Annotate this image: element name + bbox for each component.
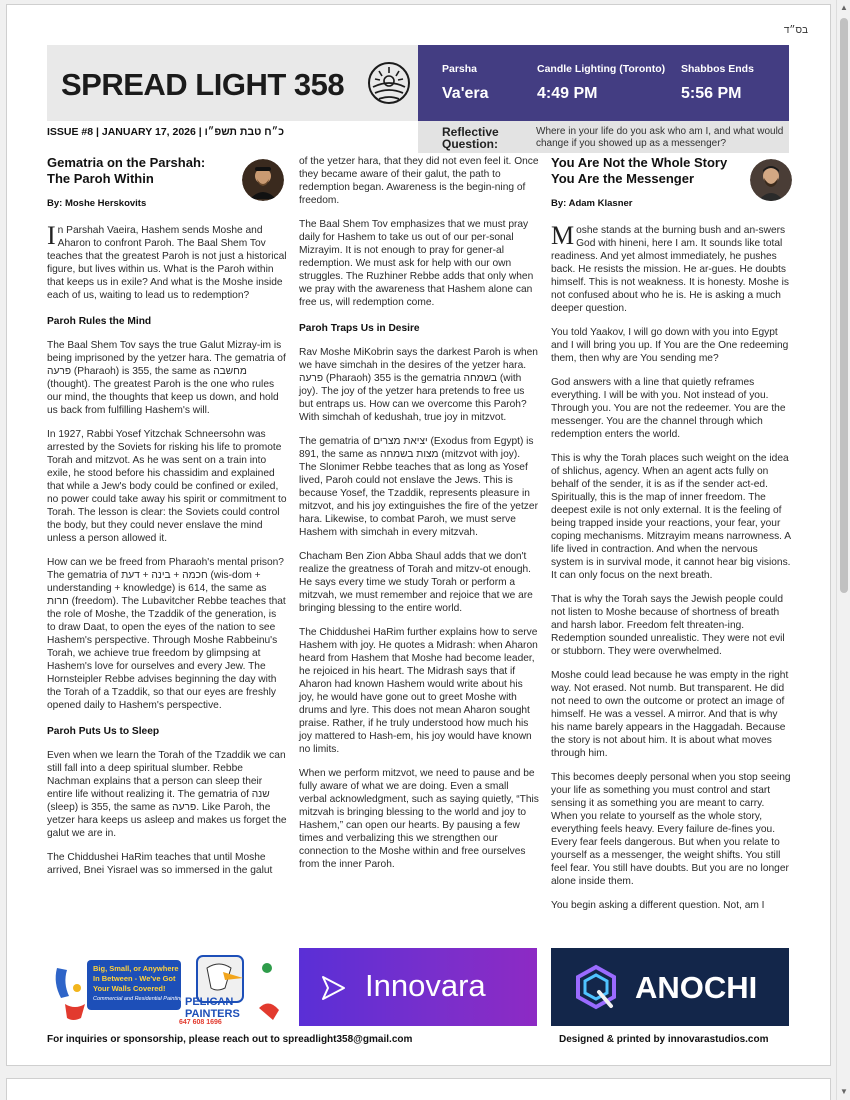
- candle-lighting-label: Candle Lighting (Toronto): [537, 63, 666, 75]
- sun-logo-icon: [367, 57, 411, 109]
- section-heading: Paroh Puts Us to Sleep: [47, 726, 160, 737]
- article-byline: By: Moshe Herskovits: [47, 198, 147, 209]
- paragraph: The Baal Shem Tov says the true Galut Mizray-im is being imprisoned by the yetzer hara. The gematria of פרעה (Pharaoh) is 355, the same as מחשבה (thought). The greatest Paroh is the one who rules our mind, the thoughts that keep us down, and hold us back from fulfilling Hashem's will.: [47, 340, 286, 416]
- article-intro: Moshe stands at the burning bush and an-swers God with hineni, here I am. It sounds like total readiness. And yet almost immediately, he pushes back. He resists the mission. He ar-gues. He doubts himself. This is not weakness. It is honesty. Moshe is not confused about who he is. He is asking a much deeper question.: [551, 221, 789, 314]
- reflective-question-label: Reflective Question:: [442, 125, 499, 151]
- vertical-scrollbar[interactable]: [836, 0, 850, 1100]
- pelican-ad-graphic: [47, 948, 287, 1026]
- author-avatar: [242, 159, 284, 201]
- article-intro: In Parshah Vaeira, Hashem sends Moshe and Aharon to confront Paroh. The Baal Shem Tov teaches that the greatest Paroh is not just a historical figure, but lives within us. What is the Paroh within that keeps us in exile? And what is the Moshe inside each of us, waiting to lead us to redemption?: [47, 221, 287, 301]
- bsd-mark: בס״ד: [783, 25, 808, 36]
- paragraph: How can we be freed from Pharaoh's mental prison? The gematria of חכמה + בינה + דעת (wis-dom + understanding + knowledge) is 614, the same as חרות (freedom). The Lubavitcher Rebbe teaches that the role of Moshe, the Tzaddik of the generation, is to draw Daat, to open the eyes of the nation to see Hashem's perspective. Through Moshe Rabbeinu's Torah, we achieve true freedom by glimpsing at Hashem's love for ourselves and every Jew. The Hornsteipler Rebbe advises beginning the day with the Torah of a Tzaddik, so that our eyes are freshly opened daily to Hashem's perspective.: [47, 557, 286, 711]
- innovara-logo-text: Innovara: [365, 968, 486, 1003]
- shabbos-ends-value: 5:56 PM: [681, 85, 742, 102]
- paragraph: Even when we learn the Torah of the Tzaddik we can still fall into a deep spiritual slumber. Rebbe Nachman explains that a person can sleep their entire life without realizing it. The gematria of שנה (sleep) is 355, the same as פרעה. Like Paroh, the yetzer hara keeps us asleep and makes us forget the galut we are in.: [47, 750, 287, 839]
- paragraph: Chacham Ben Zion Abba Shaul adds that we don't realize the greatness of Torah and mitzv-ot enough. He says every time we study Torah or perform a mitzvah, we must remember and rejoice that we are bringing blessing to the entire world.: [299, 551, 533, 614]
- parsha-value: Va'era: [442, 85, 489, 102]
- scroll-down-arrow-icon[interactable]: ▼: [840, 1087, 848, 1096]
- anochi-logo-text: ANOCHI: [635, 970, 758, 1005]
- innovara-ad[interactable]: [299, 948, 537, 1026]
- paragraph: That is why the Torah says the Jewish people could not listen to Moshe because of shortness of breath and harsh labor. Freedom felt threaten-ing. Redemption sounded unrealistic. They were not evil or stubborn. They were overwhelmed.: [551, 594, 785, 657]
- section-heading: Paroh Traps Us in Desire: [299, 323, 420, 334]
- article-messenger: [551, 155, 791, 912]
- newsletter-page: [6, 4, 831, 1066]
- paragraph: You begin asking a different question. Not, am I: [551, 900, 765, 911]
- paragraph: This is why the Torah places such weight on the idea of shlichus, agency. When an agent acts fully on behalf of the sender, it is as if the sender act-ed. Spiritually, this is the map of inner freedom. The deepest exile is not only external. It is the feeling of being trapped inside your reactions, your fear, your coping mechanisms. Mitzrayim means narrowness. A life lived in contraction. And when the nervous system is in survival mode, it cannot hear big visions. It can only focus on the next breath.: [551, 453, 791, 581]
- author-avatar: [750, 159, 792, 201]
- paragraph: The gematria of יציאת מצרים (Exodus from Egypt) is 891, the same as מצות בשמחה (mitzvot with joy). The Slonimer Rebbe teaches that as long as Yosef lived, Paroh could not enslave the Jews. This is because Yosef, the Tzaddik, represents pleasure in mitzvot, and his joy extinguishes the fire of the yetzer hara. Likewise, to combat Paroh, we must serve Hashem with simchah in every mitzvah.: [299, 436, 538, 538]
- footer-credit: Designed & printed by innovarastudios.com: [559, 1034, 769, 1045]
- paragraph: The Chiddushei HaRim teaches that until Moshe arrived, Bnei Yisrael was so immersed in the galut: [47, 852, 273, 876]
- article-gematria: [47, 155, 287, 877]
- candle-lighting-value: 4:49 PM: [537, 85, 598, 102]
- paragraph: You told Yaakov, I will go down with you into Egypt and I will bring you up. If You are the One redeeming them, then why are You sending me?: [551, 327, 789, 364]
- shabbos-ends-label: Shabbos Ends: [681, 63, 754, 75]
- masthead: [47, 45, 419, 121]
- anochi-ad[interactable]: [551, 948, 789, 1026]
- next-page-edge: [6, 1078, 831, 1100]
- article-gematria-continued: [299, 155, 539, 871]
- paragraph: The Chiddushei HaRim further explains how to serve Hashem with joy. He quotes a Midrash: when Aharon heard from Hashem that Moshe had become leader, he rejoiced in his heart. The Midrash says that if Aharon had known Hashem would write about his joy, he would have gone out to greet Moshe with drums and lyre. This does not mean Aharon sought praise. Rather, if he truly understood how much his joy mattered to Hash-em, his joy would have known no limits.: [299, 627, 538, 755]
- paragraph: Rav Moshe MiKobrin says the darkest Paroh is when we have simchah in the desires of the yetzer hara. פרעה (Pharaoh) 355 is the gematria בשמחה (with joy). The joy of the yetzer hara pretends to free us but entraps us. How can we overcome this Paroh? With simchah of kedushah, true joy in mitzvot.: [299, 347, 538, 423]
- section-heading: Paroh Rules the Mind: [47, 316, 152, 327]
- paragraph: When we perform mitzvot, we need to pause and be fully aware of what we are doing. Even a small verbal acknowledgment, such as saying quietly, “This mitzvah is bringing blessing to the world and joy to Hashem,” can open our hearts. By pausing a few times and verbalizing this we strengthen our connection to the Moshe within and free ourselves from the inner Paroh.: [299, 768, 539, 870]
- parsha-label: Parsha: [442, 63, 478, 75]
- scrollbar-thumb[interactable]: [840, 18, 848, 593]
- parsha-info-panel: [418, 45, 789, 121]
- reflective-question-box: [418, 121, 789, 153]
- newsletter-title: SPREAD LIGHT 358: [61, 67, 345, 102]
- article-byline: By: Adam Klasner: [551, 198, 633, 209]
- anochi-logo-icon: [573, 964, 619, 1010]
- pelican-painters-ad[interactable]: Big, Small, or Anywhere In Between - We've Got Your Walls Covered! Commercial and Residential Painting PELICAN PAINTERS 647 608 1696: [47, 948, 287, 1026]
- footer-contact: For inquiries or sponsorship, please reach out to spreadlight358@gmail.com: [47, 1034, 413, 1045]
- paragraph: of the yetzer hara, that they did not even feel it. Once they became aware of their galut, the path to redemption began. Awareness is the begin-ning of freedom.: [299, 156, 539, 206]
- article-title: Gematria on the Parshah: The Paroh Within: [47, 155, 206, 186]
- article-title: You Are Not the Whole Story You Are the Messenger: [551, 155, 728, 186]
- issue-line: ISSUE #8 | JANUARY 17, 2026 | כ״ח טבת תשפ״ו: [47, 126, 285, 138]
- scroll-up-arrow-icon[interactable]: ▲: [840, 3, 848, 12]
- reflective-question-text: Where in your life do you ask who am I, and what would change if you showed up as a messenger?: [536, 126, 784, 149]
- paragraph: God answers with a line that quietly reframes everything. I will be with you. Not instead of you. Through you. You are not the redeemer. You are the messenger. You are the channel through which redemption enters the world.: [551, 377, 786, 440]
- play-arrow-icon: [319, 974, 347, 1002]
- paragraph: This becomes deeply personal when you stop seeing your life as something you must control and start sensing it as something you are meant to carry. When you relate to yourself as the whole story, everything feels heavy. Every failure de-fines you. Every fear feels dangerous. But when you relate to yourself as a messenger, the weight shifts. You still feel fear. You still have doubts. But you are no longer alone inside them.: [551, 772, 791, 887]
- paragraph: The Baal Shem Tov emphasizes that we must pray daily for Hashem to take us out of our per-sonal Mizrayim. It is not enough to pray for gener-al redemption. We must ask for help with our own struggles. The Ruzhiner Rebbe adds that only when we pray with the awareness that Hashem alone can free us, will redemption come.: [299, 219, 534, 308]
- paragraph: Moshe could lead because he was empty in the right way. Not erased. Not numb. But transparent. He did not need to own the outcome or protect an image of himself. He was a vessel. A mirror. And that is why his name barely appears in the Haggadah. Because the story is not about him. It is about what moves through him.: [551, 670, 789, 759]
- paragraph: In 1927, Rabbi Yosef Yitzchak Schneersohn was arrested by the Soviets for risking his life to promote Torah and mitzvot. As he was sent on a train into exile, he stood before his chassidim and explained that while a Jew's body could be confined or exiled, no power could take away his spirit or commitment to Torah. The lesson is clear: the Soviets could control the body, but they could never enslave the mind unless a person allowed it.: [47, 429, 287, 544]
